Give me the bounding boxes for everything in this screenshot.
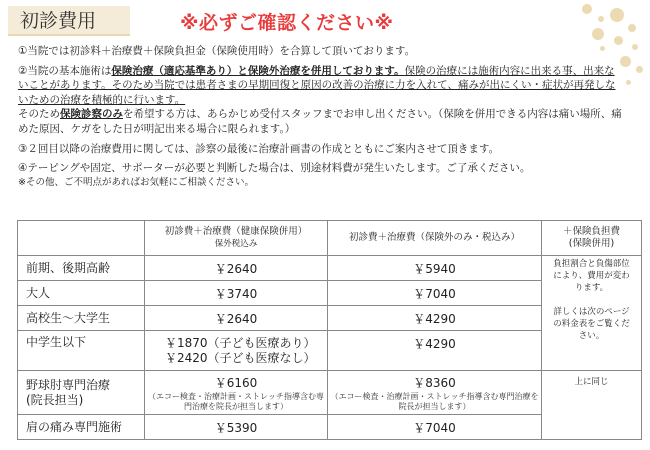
price-no-insurance: ￥8360 （エコー検査・治療計画・ストレッチ指導含む専門治療を院長が担当します） [328,371,542,415]
notice-item-4: ④テーピングや固定、サポーターが必要と判断した場合は、別途材料費が発生いたします。ご了承ください。 [18,162,531,175]
price-no-insurance: ￥4290 [328,306,542,331]
header [8,6,618,40]
price-insurance: ￥3740 [145,281,328,306]
insurance-fee-note: 負担割合と負傷部位 により、費用が変わ ります。 詳しくは次のページ の料金表をご覧くだ さい。 [542,256,642,371]
table-header-no-insurance: 初診費＋治療費（保険外のみ・税込み） [328,221,542,256]
price-insurance: ￥6160 （エコー検査・治療計画・ストレッチ指導含む専門治療を院長が担当します） [145,371,328,415]
alert-banner: ※必ずご確認ください※ [180,12,394,34]
notice-item-3: ③２回目以降の治療費用に関しては、診察の最後に治療計画書の作成とともにご案内させて頂きます。 [18,142,500,155]
price-insurance: ￥2640 [145,256,328,281]
fee-table [17,220,642,440]
notice-footnote: ※その他、ご不明点があればお気軽にご相談ください。 [18,176,254,188]
notice-item-1: ①当院では初診料＋治療費＋保険負担金（保険使用時）を合算して頂いております。 [18,45,416,57]
notice-item-2-insurance-only: 保険診察のみ [60,108,123,121]
price-no-insurance: ￥7040 [328,281,542,306]
table-row [18,371,642,415]
notice-item-2-sono: そのため [18,108,60,121]
notice-item-2-emphasis: 保険治療（適応基準あり）と保険外治療を併用しております。 [111,64,405,77]
price-no-insurance: ￥5940 [328,256,542,281]
table-header-row [18,221,642,256]
price-no-insurance: ￥7040 [328,415,542,440]
price-no-insurance: ￥4290 [328,331,542,371]
notice-item-2-request: を希望する方は、あらかじめ受付スタッフまでお申し出ください。（保険を併用できる内容は痛い場所、痛めた原因、ケガをした日が明記出来る場合に限られます。） [18,108,622,135]
notice [18,44,624,194]
price-insurance: ￥5390 [145,415,328,440]
price-insurance: ￥1870（子ども医療あり） ￥2420（子ども医療なし） [145,331,328,371]
page-title: 初診費用 [8,6,130,36]
category-cell: 中学生以下 [18,331,145,371]
table-header-insurance-fee: ＋保険負担費 (保険併用) [542,221,642,256]
notice-item-2 [18,64,624,137]
category-cell: 肩の痛み専門施術 [18,415,145,440]
table-row [18,256,642,281]
same-as-above-note: 上に同じ [542,371,642,440]
category-cell: 前期、後期高齢 [18,256,145,281]
table-header-category [18,221,145,256]
category-cell: 大人 [18,281,145,306]
notice-item-2-intro: ②当院の基本施術は [18,64,112,77]
table-header-insurance: 初診費＋治療費（健康保険併用） 保外税込み [145,221,328,256]
notice-item-2-detail: 保険の治療には施術内容に出来る事、出来ないことがあります。そのため当院では患者さまの早期回復と原因の改善の治療に力を入れて、痛みが出にくい・症状が再発しないための治療を積極的に行います。 [18,64,616,106]
category-cell: 高校生～大学生 [18,306,145,331]
category-cell: 野球肘専門治療 (院長担当) [18,371,145,415]
price-insurance: ￥2640 [145,306,328,331]
